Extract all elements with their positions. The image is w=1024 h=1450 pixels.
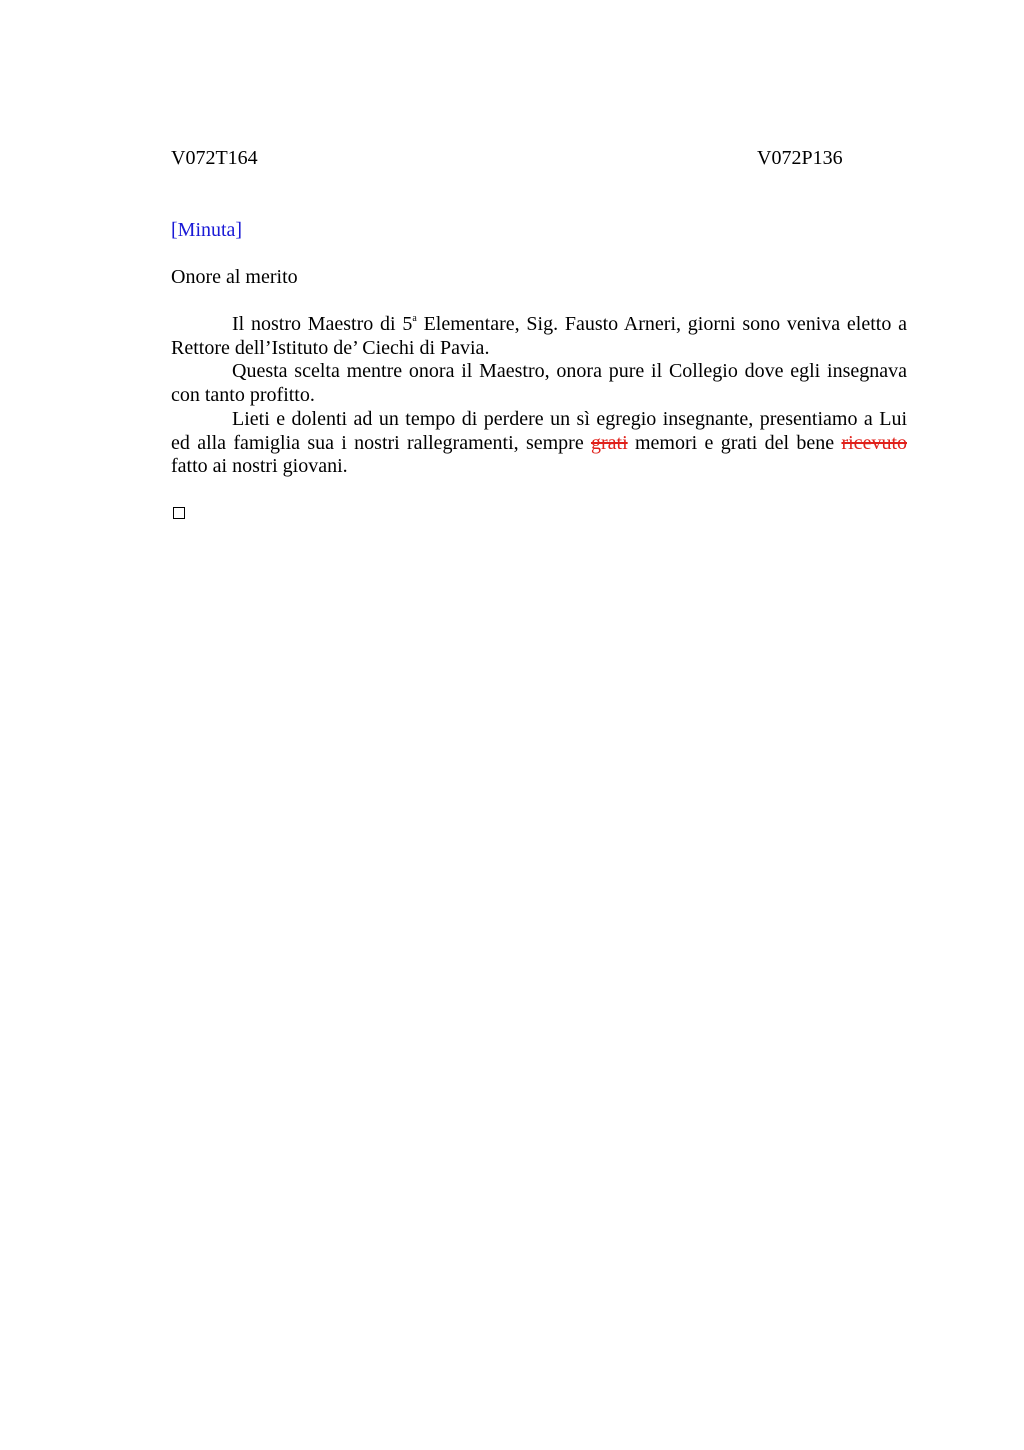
- ordinal-superscript: a: [412, 313, 417, 324]
- empty-square-icon: [173, 507, 185, 519]
- paragraph-3-text-1: Lieti e dolenti ad un tempo di perdere un sì egregio insegnante, presentiamo a Lui ed alla famiglia sua i nostri rallegramenti, sempre: [171, 407, 907, 454]
- paragraph-2: Questa scelta mentre onora il Maestro, onora pure il Collegio dove egli insegnava con tanto profitto.: [171, 360, 907, 407]
- deleted-word-ricevuto: ricevuto: [841, 431, 907, 454]
- document-body: [171, 313, 907, 479]
- minuta-label: [Minuta]: [171, 219, 243, 241]
- paragraph-1-text-end: Elementare, Sig. Fausto Arneri, giorni sono veniva eletto a Rettore dell’Istituto de’ Ciechi di Pavia.: [171, 313, 907, 359]
- paragraph-1: [171, 313, 907, 360]
- deleted-word-grati: grati: [591, 431, 628, 454]
- document-code-right: V072P136: [757, 147, 843, 169]
- paragraph-3: [171, 408, 907, 479]
- paragraph-3-text-3: fatto ai nostri giovani.: [171, 455, 348, 478]
- document-title: Onore al merito: [171, 266, 298, 288]
- paragraph-3-text-2: memori e grati del bene: [627, 431, 842, 454]
- paragraph-1-text-start: Il nostro Maestro di 5: [232, 313, 413, 335]
- document-code-left: V072T164: [171, 147, 258, 169]
